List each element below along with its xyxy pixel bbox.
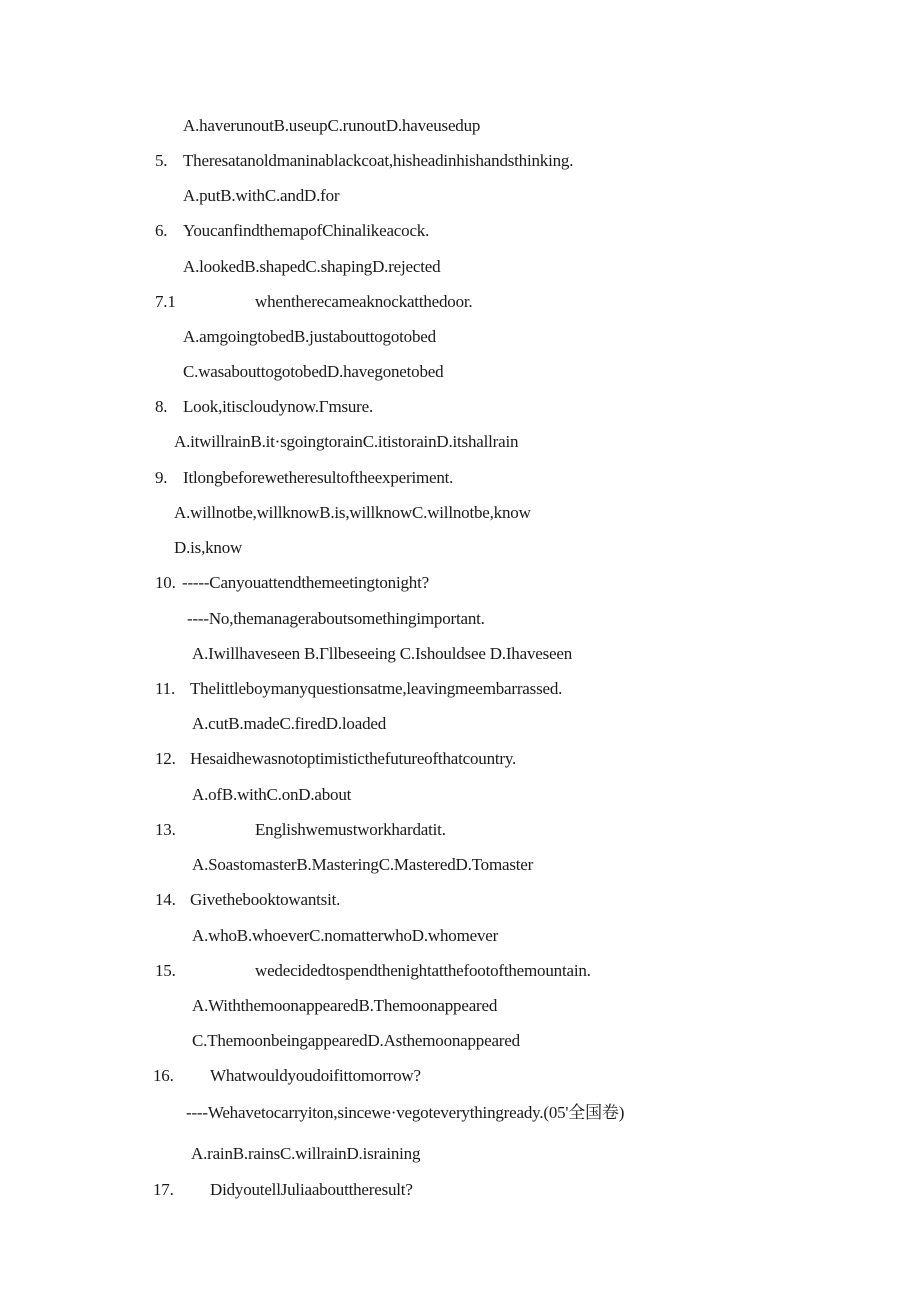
q16-number: 16. xyxy=(153,1066,174,1085)
q4-options: A.haverunoutB.useupC.runoutD.haveusedup xyxy=(183,116,481,135)
q14-options: A.whoB.whoeverC.nomatterwhoD.whomever xyxy=(192,926,499,945)
q7-options-ab: A.amgoingtobedB.justabouttogotobed xyxy=(183,327,436,346)
q5-stem: Theresatanoldmaninablackcoat,hisheadinhishandsthinking. xyxy=(183,151,574,170)
q10-reply: ----No,themanageraboutsomethingimportant. xyxy=(187,609,485,628)
q7-options-cd: C.wasabouttogotobedD.havegonetobed xyxy=(183,362,444,381)
q16-reply: ----Wehavetocarryiton,sincewe·vegoteverythingready.(05'全国卷) xyxy=(186,1103,625,1122)
q15-stem: wedecidedtospendthenightatthefootofthemountain. xyxy=(255,961,591,980)
q11-stem: Thelittleboymanyquestionsatme,leavingmeembarrassed. xyxy=(190,679,563,698)
q10-options: A.Iwillhaveseen B.Γllbeseeing C.Ishouldsee D.Ihaveseen xyxy=(192,644,573,663)
q14-number: 14. xyxy=(155,890,176,909)
q7-stem: whentherecameaknockatthedoor. xyxy=(255,292,473,311)
q17-stem: DidyoutellJuliaabouttheresult? xyxy=(210,1180,413,1199)
q9-options-d: D.is,know xyxy=(174,538,243,557)
q15-number: 15. xyxy=(155,961,176,980)
q15-options-cd: C.ThemoonbeingappearedD.Asthemoonappeared xyxy=(192,1031,520,1050)
q16-stem: Whatwouldyoudoifittomorrow? xyxy=(210,1066,421,1085)
q13-number: 13. xyxy=(155,820,176,839)
q12-number: 12. xyxy=(155,749,176,768)
q7-number: 7.1 xyxy=(155,292,176,311)
q11-options: A.cutB.madeC.firedD.loaded xyxy=(192,714,387,733)
q6-number: 6. xyxy=(155,221,168,240)
q6-options: A.lookedB.shapedC.shapingD.rejected xyxy=(183,257,441,276)
q13-stem: Englishwemustworkhardatit. xyxy=(255,820,446,839)
q14-stem: Givethebooktowantsit. xyxy=(190,890,341,909)
q12-stem: Hesaidhewasnotoptimisticthefutureofthatcountry. xyxy=(190,749,517,768)
q9-number: 9. xyxy=(155,468,168,487)
q10-stem: -----Canyouattendthemeetingtonight? xyxy=(182,573,429,592)
q13-options: A.SoastomasterB.MasteringC.MasteredD.Tomaster xyxy=(192,855,534,874)
q15-options-ab: A.WiththemoonappearedB.Themoonappeared xyxy=(192,996,498,1015)
q17-number: 17. xyxy=(153,1180,174,1199)
q11-number: 11. xyxy=(155,679,176,698)
q9-stem: Itlongbeforewetheresultoftheexperiment. xyxy=(183,468,454,487)
q8-number: 8. xyxy=(155,397,168,416)
q5-number: 5. xyxy=(155,151,168,170)
q8-options: A.itwillrainB.it·sgoingtorainC.itistorainD.itshallrain xyxy=(174,432,519,451)
q12-options: A.ofB.withC.onD.about xyxy=(192,785,352,804)
q5-options: A.putB.withC.andD.for xyxy=(183,186,340,205)
q16-options: A.rainB.rainsC.willrainD.israining xyxy=(191,1144,421,1163)
q10-number: 10. xyxy=(155,573,176,592)
q9-options-abc: A.willnotbe,willknowB.is,willknowC.willnotbe,know xyxy=(174,503,531,522)
q8-stem: Look,itiscloudynow.Γmsure. xyxy=(183,397,374,416)
q6-stem: YoucanfindthemapofChinalikeacock. xyxy=(183,221,430,240)
